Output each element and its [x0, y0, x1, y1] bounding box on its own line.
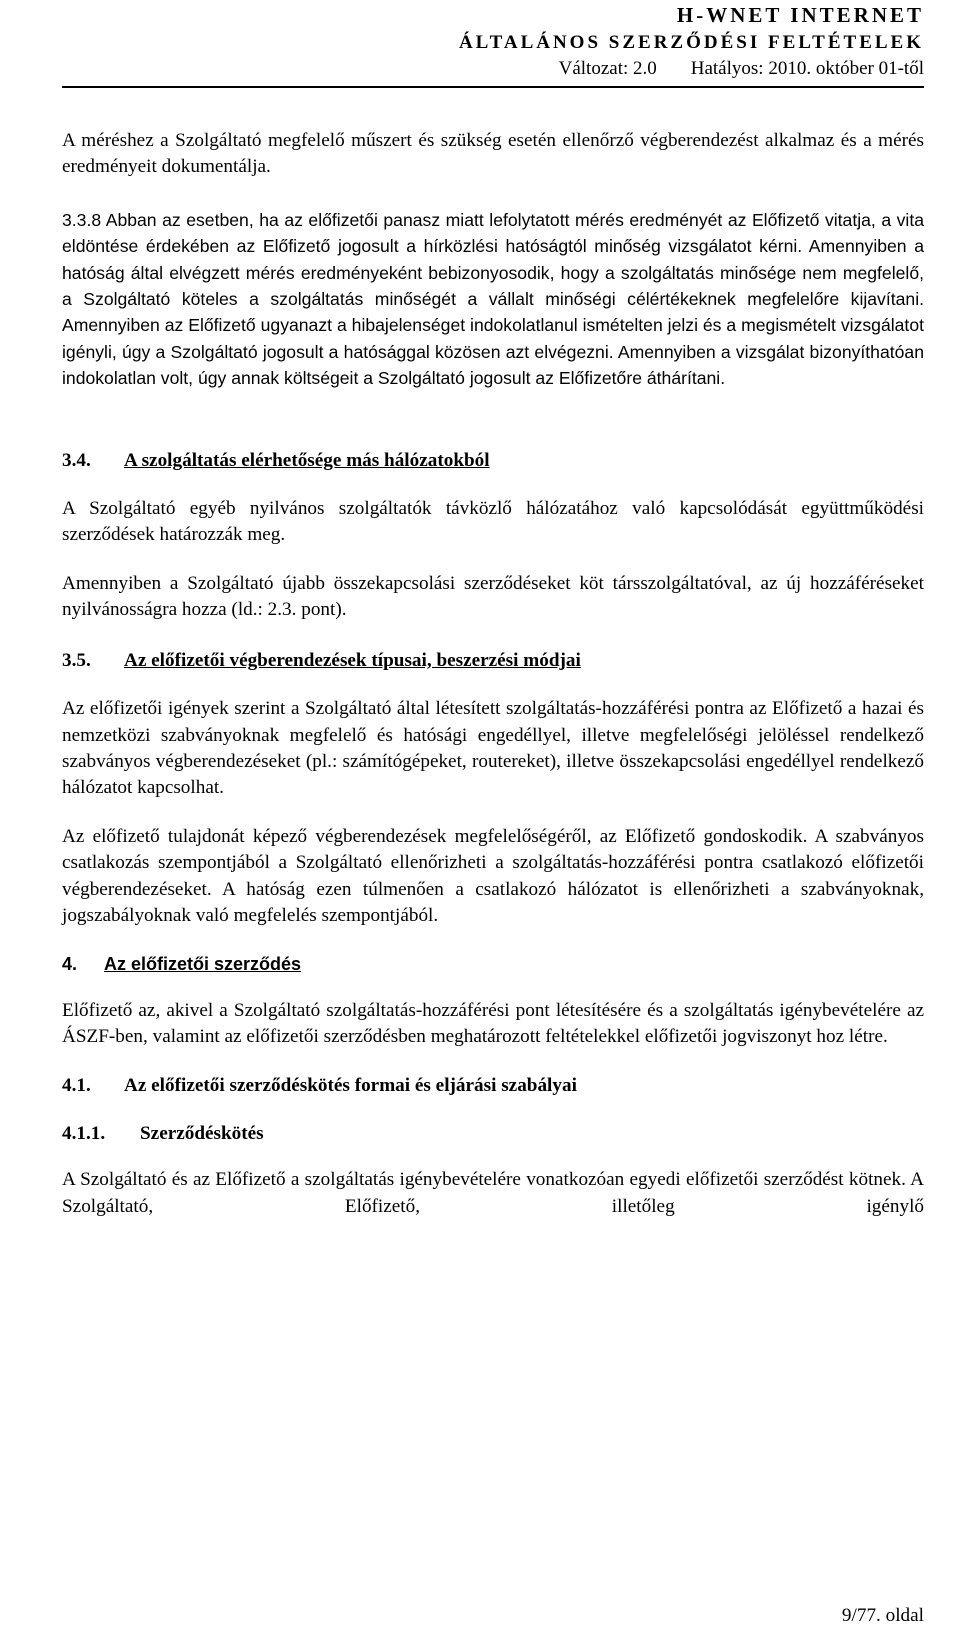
paragraph-measurement: A méréshez a Szolgáltató megfelelő műszert és szükség esetén ellenőrző végberendezést alkalmaz és a mérés eredményeit dokumentálja. — [62, 130, 924, 178]
paragraph-4-1-1: A Szolgáltató és az Előfizető a szolgáltatás igénybevételére vonatkozóan egyedi előfizetői szerződést kötnek. A Szolgáltató, Előfizető, illetőleg igénylő — [62, 1169, 924, 1217]
section-title: Az előfizetői szerződéskötés formai és eljárási szabályai — [124, 1074, 577, 1096]
section-title: Az előfizetői végberendezések típusai, beszerzési módjai — [124, 649, 581, 671]
section-number: 3.3.8 — [62, 209, 102, 230]
paragraph-4: Előfizető az, akivel a Szolgáltató szolgáltatás-hozzáférési pont létesítésére és a szolgáltatás igénybevételére az ÁSZF-ben, valamint az előfizetői szerződésben meghatározott feltételekkel előfizetői jogviszonyt hoz létre. — [62, 999, 924, 1048]
heading-4 — [62, 951, 924, 977]
effective-date: Hatályos: 2010. október 01-től — [690, 58, 924, 79]
paragraph-3-4-a: A Szolgáltató egyéb nyilvános szolgáltatók távközlő hálózatához való kapcsolódását együttműködési szerződések határozzák meg. — [62, 498, 924, 546]
document-title: ÁLTALÁNOS SZERZŐDÉSI FELTÉTELEK — [458, 32, 924, 53]
section-title: Szerződéskötés — [140, 1122, 264, 1144]
page-number: 9/77. oldal — [841, 1605, 924, 1626]
section-title: Az előfizetői szerződés — [104, 954, 302, 975]
paragraph-3-3-8 — [62, 207, 924, 392]
heading-3-5 — [62, 648, 924, 674]
section-number: 4.1.1. — [62, 1122, 106, 1144]
header-rule — [62, 86, 924, 88]
heading-4-1 — [62, 1073, 924, 1099]
heading-4-1-1 — [62, 1121, 924, 1147]
heading-3-4 — [62, 448, 924, 474]
section-number: 3.5. — [62, 649, 91, 671]
document-body — [62, 102, 924, 1220]
section-number: 4. — [62, 954, 78, 975]
version-label: Változat: 2.0 — [558, 58, 657, 79]
section-number: 4.1. — [62, 1074, 91, 1096]
version-line — [459, 56, 924, 82]
paragraph-3-5-a: Az előfizetői igények szerint a Szolgáltató által létesített szolgáltatás-hozzáférési pontra az Előfizető a hazai és nemzetközi szabványoknak megfelelő és hatósági engedéllyel, illetve megfelelőségi jelöléssel rendelkező szabványos végberendezéseket (pl.: számítógépeket, routereket), illetve összekapcsolási engedéllyel rendelkező hálózatot kapcsolhat. — [62, 698, 924, 799]
section-title: A szolgáltatás elérhetősége más hálózatokból — [124, 449, 490, 471]
company-name: H-WNET INTERNET — [676, 3, 924, 27]
paragraph-3-4-b: Amennyiben a Szolgáltató újabb összekapcsolási szerződéseket köt társszolgáltatóval, az új hozzáféréseket nyilvánosságra hozza (ld.: 2.3. pont). — [62, 572, 924, 621]
paragraph-text: Abban az esetben, ha az előfizetői panasz miatt lefolytatott mérés eredményét az Előfizető vitatja, a vita eldöntése érdekében az Előfizető jogosult a hírközlési hatóságtól minőség vizsgálatot kérni. Amennyiben a hatóság által elvégzett mérés eredményeként bebizonyosodik, hogy a szolgáltatás minősége nem megfelelő, a Szolgáltató köteles a szolgáltatás minőségét a vállalt minőségi célértékeknek megfelelőre kijavítani. Amennyiben az Előfizető ugyanazt a hibajelenséget indokolatlanul ismételten jelzi és a megismételt vizsgálatot igényli, úgy a Szolgáltató jogosult a hatósággal közösen azt elvégezni. Amennyiben a vizsgálat bizonyíthatóan indokolatlan volt, úgy annak költségeit a Szolgáltató jogosult az Előfizetőre áthárítani. — [62, 209, 925, 389]
paragraph-3-5-b: Az előfizető tulajdonát képező végberendezések megfelelőségéről, az Előfizető gondoskodik. A szabványos csatlakozás szempontjából a Szolgáltató ellenőrizheti a szolgáltatás-hozzáférési pontra csatlakozó előfizetői végberendezéseket. A hatóság ezen túlmenően a csatlakozó hálózatot is ellenőrizheti a szabványoknak, jogszabályoknak való megfelelés szempontjából. — [62, 825, 924, 926]
section-number: 3.4. — [62, 449, 91, 471]
page-header — [459, 0, 924, 82]
